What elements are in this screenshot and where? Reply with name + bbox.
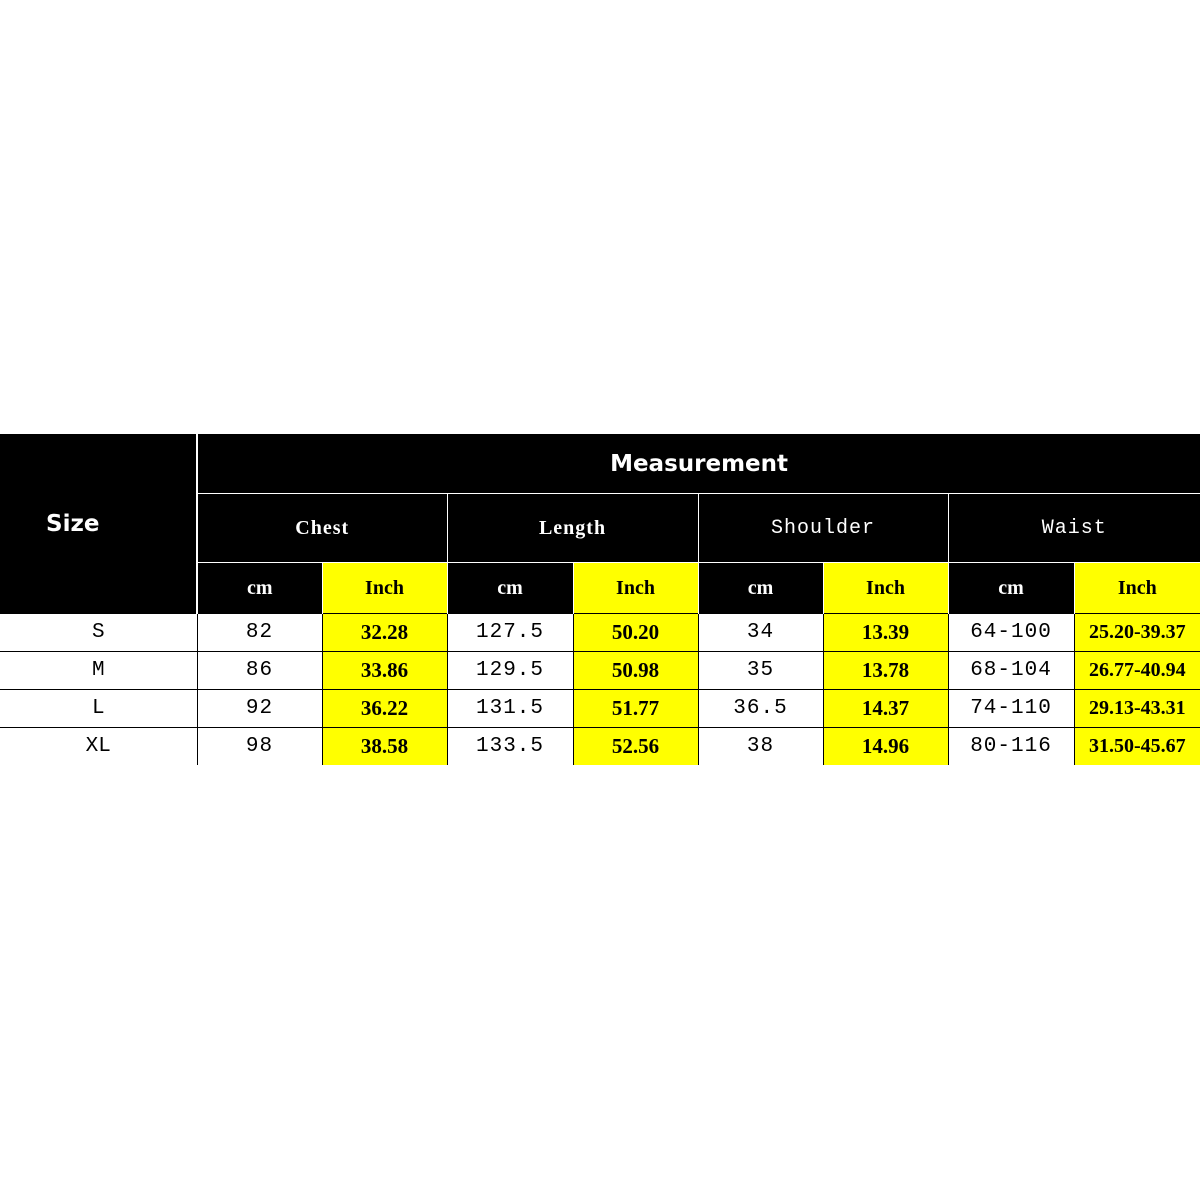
length-inch-cell: 50.20 [573, 614, 698, 652]
measurement-header: Measurement [197, 434, 1200, 494]
chest-inch-cell: 38.58 [322, 728, 447, 766]
waist-inch-cell: 25.20-39.37 [1074, 614, 1200, 652]
length-inch-cell: 51.77 [573, 690, 698, 728]
waist-inch-cell: 26.77-40.94 [1074, 652, 1200, 690]
table-row [0, 690, 1200, 728]
length-inch-cell: 52.56 [573, 728, 698, 766]
shoulder-cm-cell: 38 [698, 728, 823, 766]
chest-cm-cell: 92 [197, 690, 322, 728]
waist-inch-cell: 29.13-43.31 [1074, 690, 1200, 728]
chest-inch-cell: 32.28 [322, 614, 447, 652]
shoulder-inch-cell: 14.96 [823, 728, 948, 766]
table-row [0, 652, 1200, 690]
waist-cm-cell: 64-100 [948, 614, 1074, 652]
shoulder-cm-cell: 35 [698, 652, 823, 690]
waist-inch-unit: Inch [1074, 563, 1200, 614]
size-header: Size [0, 434, 197, 614]
shoulder-cm-unit: cm [698, 563, 823, 614]
table-row [0, 728, 1200, 766]
size-cell: M [0, 652, 197, 690]
table-row [0, 614, 1200, 652]
length-header: Length [447, 494, 698, 563]
chest-inch-cell: 33.86 [322, 652, 447, 690]
shoulder-inch-cell: 13.78 [823, 652, 948, 690]
chest-cm-cell: 98 [197, 728, 322, 766]
length-inch-cell: 50.98 [573, 652, 698, 690]
length-cm-cell: 133.5 [447, 728, 573, 766]
size-cell: XL [0, 728, 197, 766]
waist-cm-cell: 80-116 [948, 728, 1074, 766]
length-cm-unit: cm [447, 563, 573, 614]
chest-header: Chest [197, 494, 447, 563]
shoulder-header: Shoulder [698, 494, 948, 563]
length-cm-cell: 131.5 [447, 690, 573, 728]
size-cell: S [0, 614, 197, 652]
shoulder-inch-cell: 14.37 [823, 690, 948, 728]
length-cm-cell: 129.5 [447, 652, 573, 690]
waist-cm-cell: 68-104 [948, 652, 1074, 690]
shoulder-cm-cell: 36.5 [698, 690, 823, 728]
waist-header: Waist [948, 494, 1200, 563]
chest-cm-unit: cm [197, 563, 322, 614]
chest-cm-cell: 86 [197, 652, 322, 690]
waist-inch-cell: 31.50-45.67 [1074, 728, 1200, 766]
chest-inch-cell: 36.22 [322, 690, 447, 728]
size-chart-table [0, 434, 1200, 765]
shoulder-inch-unit: Inch [823, 563, 948, 614]
chest-cm-cell: 82 [197, 614, 322, 652]
shoulder-inch-cell: 13.39 [823, 614, 948, 652]
length-cm-cell: 127.5 [447, 614, 573, 652]
length-inch-unit: Inch [573, 563, 698, 614]
waist-cm-cell: 74-110 [948, 690, 1074, 728]
chest-inch-unit: Inch [322, 563, 447, 614]
size-cell: L [0, 690, 197, 728]
shoulder-cm-cell: 34 [698, 614, 823, 652]
waist-cm-unit: cm [948, 563, 1074, 614]
header-row-measurement [0, 434, 1200, 494]
